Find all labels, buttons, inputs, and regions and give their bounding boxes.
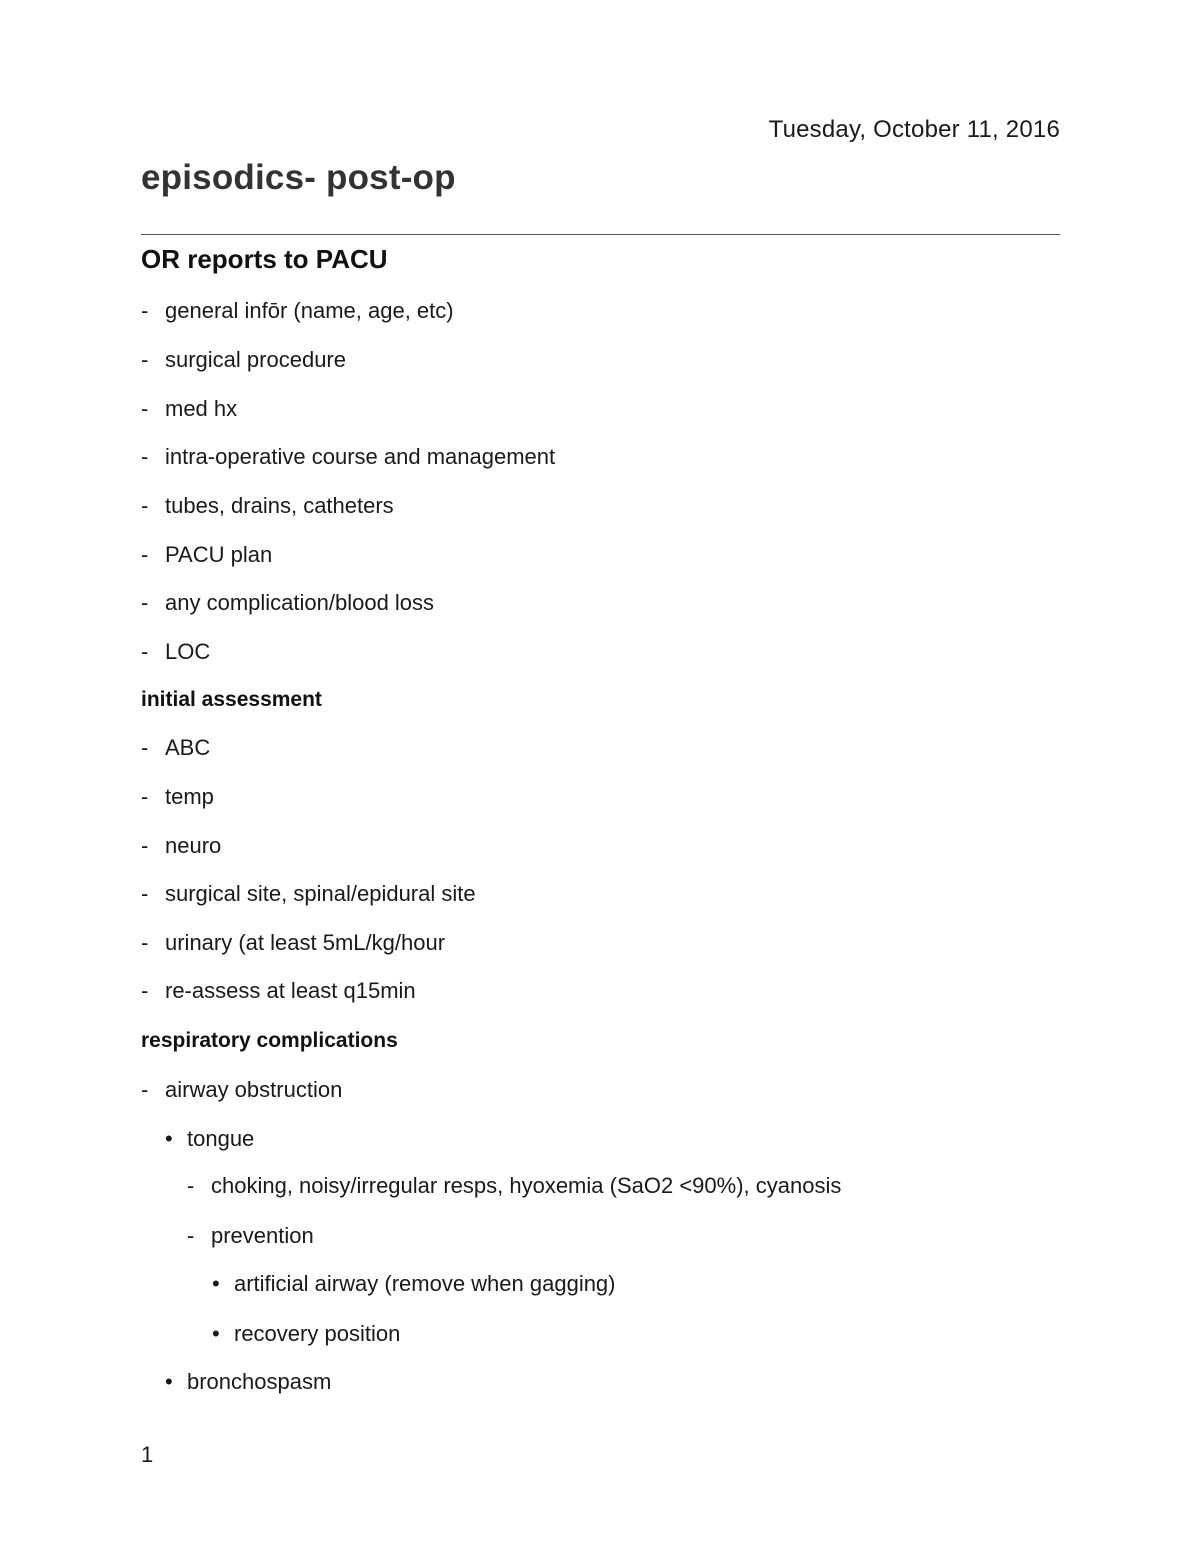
list-item <box>141 929 445 957</box>
bullet-marker: • <box>212 1321 220 1346</box>
list-item <box>141 395 237 423</box>
list-item <box>141 346 346 374</box>
list-item-text: airway obstruction <box>165 1077 343 1102</box>
dash-marker: - <box>141 396 149 421</box>
list-item <box>165 1368 331 1396</box>
list-item-text: neuro <box>165 833 222 858</box>
dash-marker: - <box>141 639 149 664</box>
section-heading-respiratory: respiratory complications <box>141 1029 398 1052</box>
list-item <box>141 734 210 762</box>
list-item-text: intra-operative course and management <box>165 444 556 469</box>
list-item <box>165 1125 254 1153</box>
bullet-marker: • <box>165 1369 173 1394</box>
list-item-text: PACU plan <box>165 542 273 567</box>
dash-marker: - <box>141 590 149 615</box>
document-date: Tuesday, October 11, 2016 <box>768 116 1060 143</box>
list-item-text: recovery position <box>234 1321 401 1346</box>
section-heading-or-reports: OR reports to PACU <box>141 244 388 274</box>
list-item-text: surgical site, spinal/epidural site <box>165 881 476 906</box>
list-item <box>141 297 454 325</box>
dash-marker: - <box>141 444 149 469</box>
list-item <box>187 1222 314 1250</box>
list-item-text: general infōr (name, age, etc) <box>165 298 454 323</box>
list-item-text: med hx <box>165 396 238 421</box>
bullet-marker: • <box>165 1126 173 1151</box>
section-heading-initial-assessment: initial assessment <box>141 688 322 711</box>
list-item-text: prevention <box>211 1223 314 1248</box>
list-item-text: LOC <box>165 639 211 664</box>
dash-marker: - <box>141 493 149 518</box>
list-item <box>141 880 476 908</box>
list-item-text: choking, noisy/irregular resps, hyoxemia (SaO2 <90%), cyanosis <box>211 1173 842 1198</box>
dash-marker: - <box>141 833 149 858</box>
dash-marker: - <box>141 542 149 567</box>
dash-marker: - <box>141 978 149 1003</box>
dash-marker: - <box>187 1223 195 1248</box>
list-item <box>141 638 210 666</box>
list-item-text: re-assess at least q15min <box>165 978 416 1003</box>
list-item-text: tongue <box>187 1126 255 1151</box>
dash-marker: - <box>187 1173 195 1198</box>
list-item-text: ABC <box>165 735 211 760</box>
list-item <box>141 832 221 860</box>
dash-marker: - <box>141 1077 149 1102</box>
page-number: 1 <box>141 1442 154 1467</box>
list-item <box>141 492 394 520</box>
list-item <box>141 541 272 569</box>
dash-marker: - <box>141 784 149 809</box>
dash-marker: - <box>141 735 149 760</box>
bullet-marker: • <box>212 1271 220 1296</box>
dash-marker: - <box>141 881 149 906</box>
list-item <box>141 1076 342 1104</box>
list-item <box>212 1270 616 1298</box>
title-divider <box>141 234 1060 235</box>
list-item-text: temp <box>165 784 214 809</box>
list-item-text: surgical procedure <box>165 347 346 372</box>
list-item-text: tubes, drains, catheters <box>165 493 394 518</box>
list-item <box>212 1320 400 1348</box>
dash-marker: - <box>141 347 149 372</box>
dash-marker: - <box>141 930 149 955</box>
page-title: episodics- post-op <box>141 158 456 197</box>
list-item <box>187 1172 841 1200</box>
list-item <box>141 443 555 471</box>
list-item <box>141 977 416 1005</box>
dash-marker: - <box>141 298 149 323</box>
list-item-text: urinary (at least 5mL/kg/hour <box>165 930 446 955</box>
list-item-text: bronchospasm <box>187 1369 332 1394</box>
list-item-text: any complication/blood loss <box>165 590 435 615</box>
list-item-text: artificial airway (remove when gagging) <box>234 1271 616 1296</box>
list-item <box>141 783 214 811</box>
list-item <box>141 589 434 617</box>
